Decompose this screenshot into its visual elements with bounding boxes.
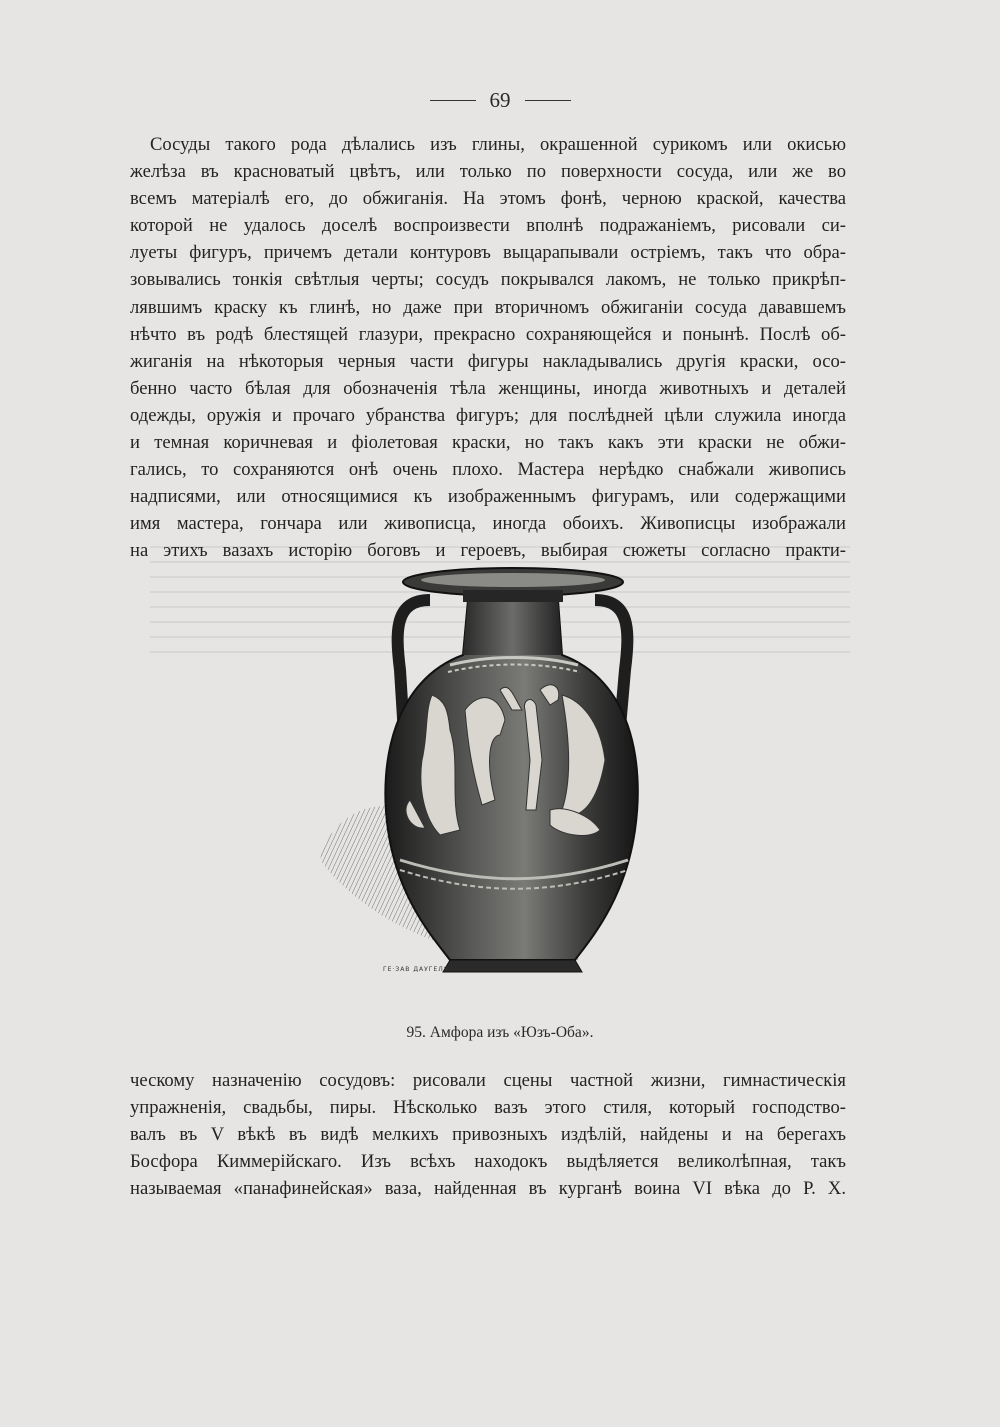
- page-number: 69: [489, 88, 511, 112]
- paragraph-top: [130, 131, 846, 565]
- text-line: которой не удалось доселѣ воспроизвести вполнѣ подражаніемъ, рисовали си-: [130, 215, 846, 237]
- header-rule-left: [430, 100, 476, 101]
- vase-mouth: [421, 573, 605, 587]
- text-line: Сосуды такого рода дѣлались изъ глины, окрашенной сурикомъ или окисью: [150, 134, 846, 155]
- text-line: лявшимъ краску къ глинѣ, но даже при вторичномъ обжиганіи сосуда дававшемъ: [130, 296, 846, 318]
- text-line: валъ въ V вѣкѣ въ видѣ мелкихъ привозныхъ издѣлій, найдены и на берегахъ: [130, 1124, 846, 1146]
- text-line: всемъ матеріалѣ его, до обжиганія. На этомъ фонѣ, черною краской, качества: [130, 188, 846, 210]
- amphora-illustration: [300, 560, 720, 990]
- text-line: называемая «панафинейская» ваза, найденная въ курганѣ воина VI вѣка до Р. Х.: [130, 1178, 846, 1200]
- text-line: жиганія на нѣкоторыя черныя части фигуры накладывались другія краски, осо-: [130, 350, 846, 372]
- text-line: и темная коричневая и фіолетовая краски, но такъ какъ эти краски не обжи-: [130, 432, 846, 454]
- page-header: [0, 88, 1000, 113]
- text-line: одежды, оружія и прочаго убранства фигуръ; для послѣдней цѣли служила иногда: [130, 404, 846, 426]
- header-rule-right: [525, 100, 571, 101]
- text-line: на этихъ вазахъ исторію боговъ и героевъ, выбирая сюжеты согласно практи-: [130, 540, 846, 562]
- text-line: луеты фигуръ, причемъ детали контуровъ выцарапывали остріемъ, такъ что обра-: [130, 242, 846, 264]
- text-line: Босфора Киммерійскаго. Изъ всѣхъ находокъ выдѣляется великолѣпная, такъ: [130, 1151, 846, 1173]
- vase-foot: [443, 960, 582, 972]
- text-line: нѣчто въ родѣ блестящей глазури, прекрасно сохраняющейся и понынѣ. Послѣ об-: [130, 323, 846, 345]
- engraver-signature: ГЕ·ЗАВ ДАУГЕЛЯ: [383, 966, 449, 973]
- figure-caption: 95. Амфора изъ «Юзъ-Оба».: [406, 1024, 594, 1041]
- text-line: упражненія, свадьбы, пиры. Нѣсколько вазъ этого стиля, который господство-: [130, 1097, 846, 1119]
- text-line: желѣза въ красноватый цвѣтъ, или только по поверхности сосуда, или же во: [130, 161, 846, 183]
- text-line: надписями, или относящимися къ изображеннымъ фигурамъ, или содержащими: [130, 486, 846, 508]
- text-line: бенно часто бѣлая для обозначенія тѣла женщины, иногда животныхъ и деталей: [130, 377, 846, 399]
- text-line: имя мастера, гончара или живописца, иногда обоихъ. Живописцы изображали: [130, 513, 846, 535]
- text-line: ческому назначенію сосудовъ: рисовали сцены частной жизни, гимнастическія: [130, 1070, 846, 1091]
- vase-neck: [463, 600, 562, 655]
- text-line: гались, то сохраняются онѣ очень плохо. Мастера нерѣдко снабжали живопись: [130, 459, 846, 481]
- paragraph-bottom: [130, 1067, 846, 1202]
- text-line: зовывались тонкія свѣтлыя черты; сосудъ покрывался лакомъ, не только прикрѣп-: [130, 269, 846, 291]
